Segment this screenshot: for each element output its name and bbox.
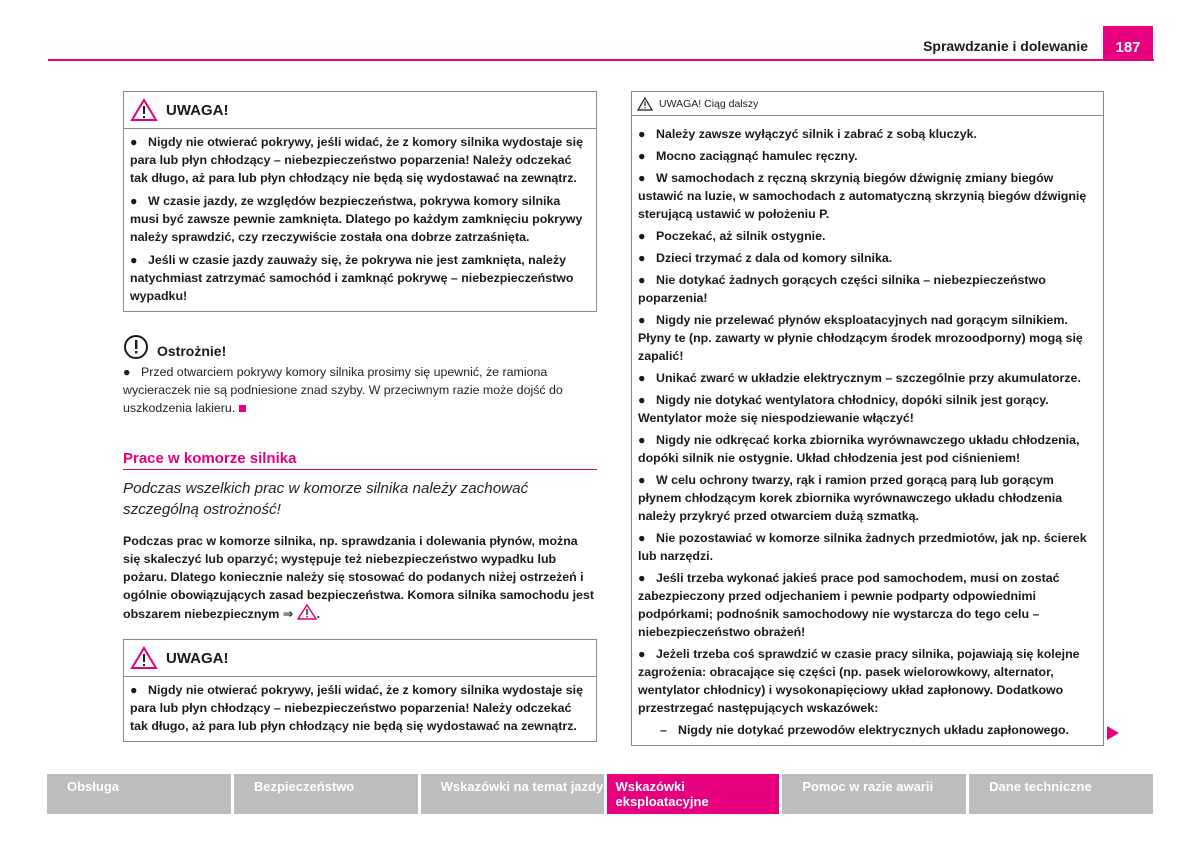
warning-item: ● Nigdy nie dotykać wentylatora chłodnicy, dopóki silnik jest gorący. Wentylator może się niespodziewanie włączyć! <box>638 393 1049 425</box>
bullet-icon: ● <box>130 135 138 149</box>
warning-item: ● Jeśli w czasie jazdy zauważy się, że pokrywa nie jest zamknięta, należy natychmiast zatrzymać samochód i zamknąć pokrywę – niebezpieczeństwo wypadku! <box>130 253 574 303</box>
nav-tab-wskazowki-eksploatacyjne[interactable]: Wskazówki eksploatacyjne <box>607 774 779 814</box>
bullet-icon: ● <box>638 229 646 243</box>
continued-warning-header <box>632 92 1103 116</box>
bullet-icon: ● <box>638 571 646 585</box>
warning-triangle-icon <box>130 646 158 670</box>
bullet-icon: ● <box>130 683 138 697</box>
warning-triangle-icon <box>130 98 158 122</box>
warning-body <box>124 129 596 311</box>
section-title: Sprawdzanie i dolewanie <box>923 38 1088 54</box>
page-number: 187 <box>1103 26 1153 61</box>
nav-tab-pomoc-awarii[interactable]: Pomoc w razie awarii <box>782 774 966 814</box>
nav-tab-bezpieczenstwo[interactable]: Bezpieczeństwo <box>234 774 418 814</box>
warning-item: ● Nigdy nie otwierać pokrywy, jeśli widać, że z komory silnika wydostaje się para lub płyn chłodzący – niebezpieczeństwo poparzenia! Należy odczekać tak długo, aż para lub płyn chłodzący nie będą się wydostawać na zewnątrz. <box>130 135 583 185</box>
warning-item: ● Unikać zwarć w układzie elektrycznym – szczególnie przy akumulatorze. <box>638 371 1081 385</box>
bullet-icon: ● <box>130 194 138 208</box>
warning-item: ● Jeżeli trzeba coś sprawdzić w czasie pracy silnika, pojawiają się kolejne zagrożenia: obracające się części (np. pasek wielorowkowy, alternator, wentylator chłodnicy) i wysokonapięciowy układ zapłonowy. Dodatkowo przestrzegać następujących wskazówek: <box>638 647 1080 715</box>
bullet-icon: ● <box>638 393 646 407</box>
section-intro: Podczas wszelkich prac w komorze silnika należy zachować szczególną ostrożność! <box>123 480 529 518</box>
bullet-icon: ● <box>638 371 646 385</box>
bullet-icon: ● <box>638 149 646 163</box>
bullet-icon: ● <box>638 433 646 447</box>
continued-warning-box <box>631 91 1104 116</box>
warning-box <box>123 91 597 312</box>
bullet-icon: ● <box>130 253 138 267</box>
bullet-icon: ● <box>638 647 646 661</box>
section-heading: Prace w komorze silnika <box>123 450 597 470</box>
bullet-icon: ● <box>638 251 646 265</box>
warning-item: ● Jeśli trzeba wykonać jakieś prace pod samochodem, musi on zostać zabezpieczony przed odjechaniem i pewnie podparty odpowiednimi podpórkami; podnośnik samochodowy nie wystarcza do tego celu – niebezpieczeństwo obrażeń! <box>638 571 1060 639</box>
header-rule <box>48 59 1154 61</box>
warning-item: ● W samochodach z ręczną skrzynią biegów dźwignię zmiany biegów ustawić na luzie, w samochodach z automatyczną skrzynią biegów dźwignię sterującą ustawić w położeniu P. <box>638 171 1087 221</box>
warning-item: ● W czasie jazdy, ze względów bezpieczeństwa, pokrywa komory silnika musi być zawsze pewnie zamknięta. Dlatego po każdym zamknięciu pokrywy należy sprawdzić, czy rzeczywiście została ona dobrze zatrzaśnięta. <box>130 194 583 244</box>
dash-icon: – <box>660 723 667 737</box>
continued-warning-title: UWAGA! Ciąg dalszy <box>659 97 759 110</box>
warning-body <box>124 677 596 741</box>
warning-item: ● Nigdy nie odkręcać korka zbiornika wyrównawczego układu chłodzenia, dopóki silnik nie ostygnie. Układ chłodzenia jest pod ciśnieniem! <box>638 433 1080 465</box>
warning-item: ● Nie dotykać żadnych gorących części silnika – niebezpieczeństwo poparzenia! <box>638 273 1046 305</box>
continued-warning-body <box>631 115 1104 746</box>
caution-header <box>123 333 597 361</box>
warning-item: ● Nigdy nie przelewać płynów eksploatacyjnych nad gorącym silnikiem. Płyny te (np. zawarty w płynie chłodzącym środek mrozoodporny) mogą się zapalić! <box>638 313 1083 363</box>
nav-tab-dane-techniczne[interactable]: Dane techniczne <box>969 774 1153 814</box>
warning-item: ● Poczekać, aż silnik ostygnie. <box>638 229 826 243</box>
bullet-icon: ● <box>638 171 646 185</box>
caution-text: ● Przed otwarciem pokrywy komory silnika prosimy się upewnić, że ramiona wycieraczek nie są podniesione znad szyby. W przeciwnym razie może dojść do uszkodzenia lakieru. <box>123 365 563 415</box>
warning-reference-icon[interactable] <box>297 604 317 620</box>
caution-circle-icon <box>123 334 149 360</box>
warning-title: UWAGA! <box>166 649 229 667</box>
nav-tab-wskazowki-jazdy[interactable]: Wskazówki na temat jazdy <box>421 774 605 814</box>
warning-item: ● Nie pozostawiać w komorze silnika żadnych przedmiotów, jak np. ścierek lub narzędzi. <box>638 531 1087 563</box>
warning-item: ● W celu ochrony twarzy, rąk i ramion przed gorącą parą lub gorącym płynem chłodzącym korek zbiornika wyrównawczego układu chłodzenia należy przykryć przed otwarciem dużą szmatką. <box>638 473 1063 523</box>
bullet-icon: ● <box>123 365 131 379</box>
warning-item: ● Mocno zaciągnąć hamulec ręczny. <box>638 149 858 163</box>
bullet-icon: ● <box>638 531 646 545</box>
caution-title: Ostrożnie! <box>157 343 227 359</box>
warning-title: UWAGA! <box>166 101 229 119</box>
warning-item: ● Dzieci trzymać z dala od komory silnika. <box>638 251 893 265</box>
bullet-icon: ● <box>638 473 646 487</box>
right-column <box>631 91 1104 746</box>
bullet-icon: ● <box>638 313 646 327</box>
next-page-arrow-icon[interactable] <box>1107 726 1119 740</box>
left-column <box>123 91 597 742</box>
nav-tab-obsluga[interactable]: Obsługa <box>47 774 231 814</box>
warning-item: ● Należy zawsze wyłączyć silnik i zabrać z sobą kluczyk. <box>638 127 977 141</box>
chapter-navigation <box>47 774 1153 814</box>
warning-triangle-icon <box>637 97 653 111</box>
warning-sub-item: – Nigdy nie dotykać przewodów elektrycznych układu zapłonowego. <box>660 723 1070 737</box>
warning-box <box>123 639 597 742</box>
bullet-icon: ● <box>638 127 646 141</box>
warning-header <box>124 640 596 677</box>
end-of-section-icon <box>239 405 246 412</box>
section-body: Podczas prac w komorze silnika, np. sprawdzania i dolewania płynów, można się skaleczyć lub oparzyć; występuje też niebezpieczeństwo wypadku lub pożaru. Dlatego koniecznie należy się stosować do podanych niżej ostrzeżeń i ogólnie obowiązujących zasad bezpieczeństwa. Komora silnika samochodu jest obszarem niebezpiecznym ⇒ . <box>123 534 594 621</box>
bullet-icon: ● <box>638 273 646 287</box>
warning-item: ● Nigdy nie otwierać pokrywy, jeśli widać, że z komory silnika wydostaje się para lub płyn chłodzący – niebezpieczeństwo poparzenia! Należy odczekać tak długo, aż para lub płyn chłodzący nie będą się wydostawać na zewnątrz. <box>130 683 583 733</box>
warning-header <box>124 92 596 129</box>
